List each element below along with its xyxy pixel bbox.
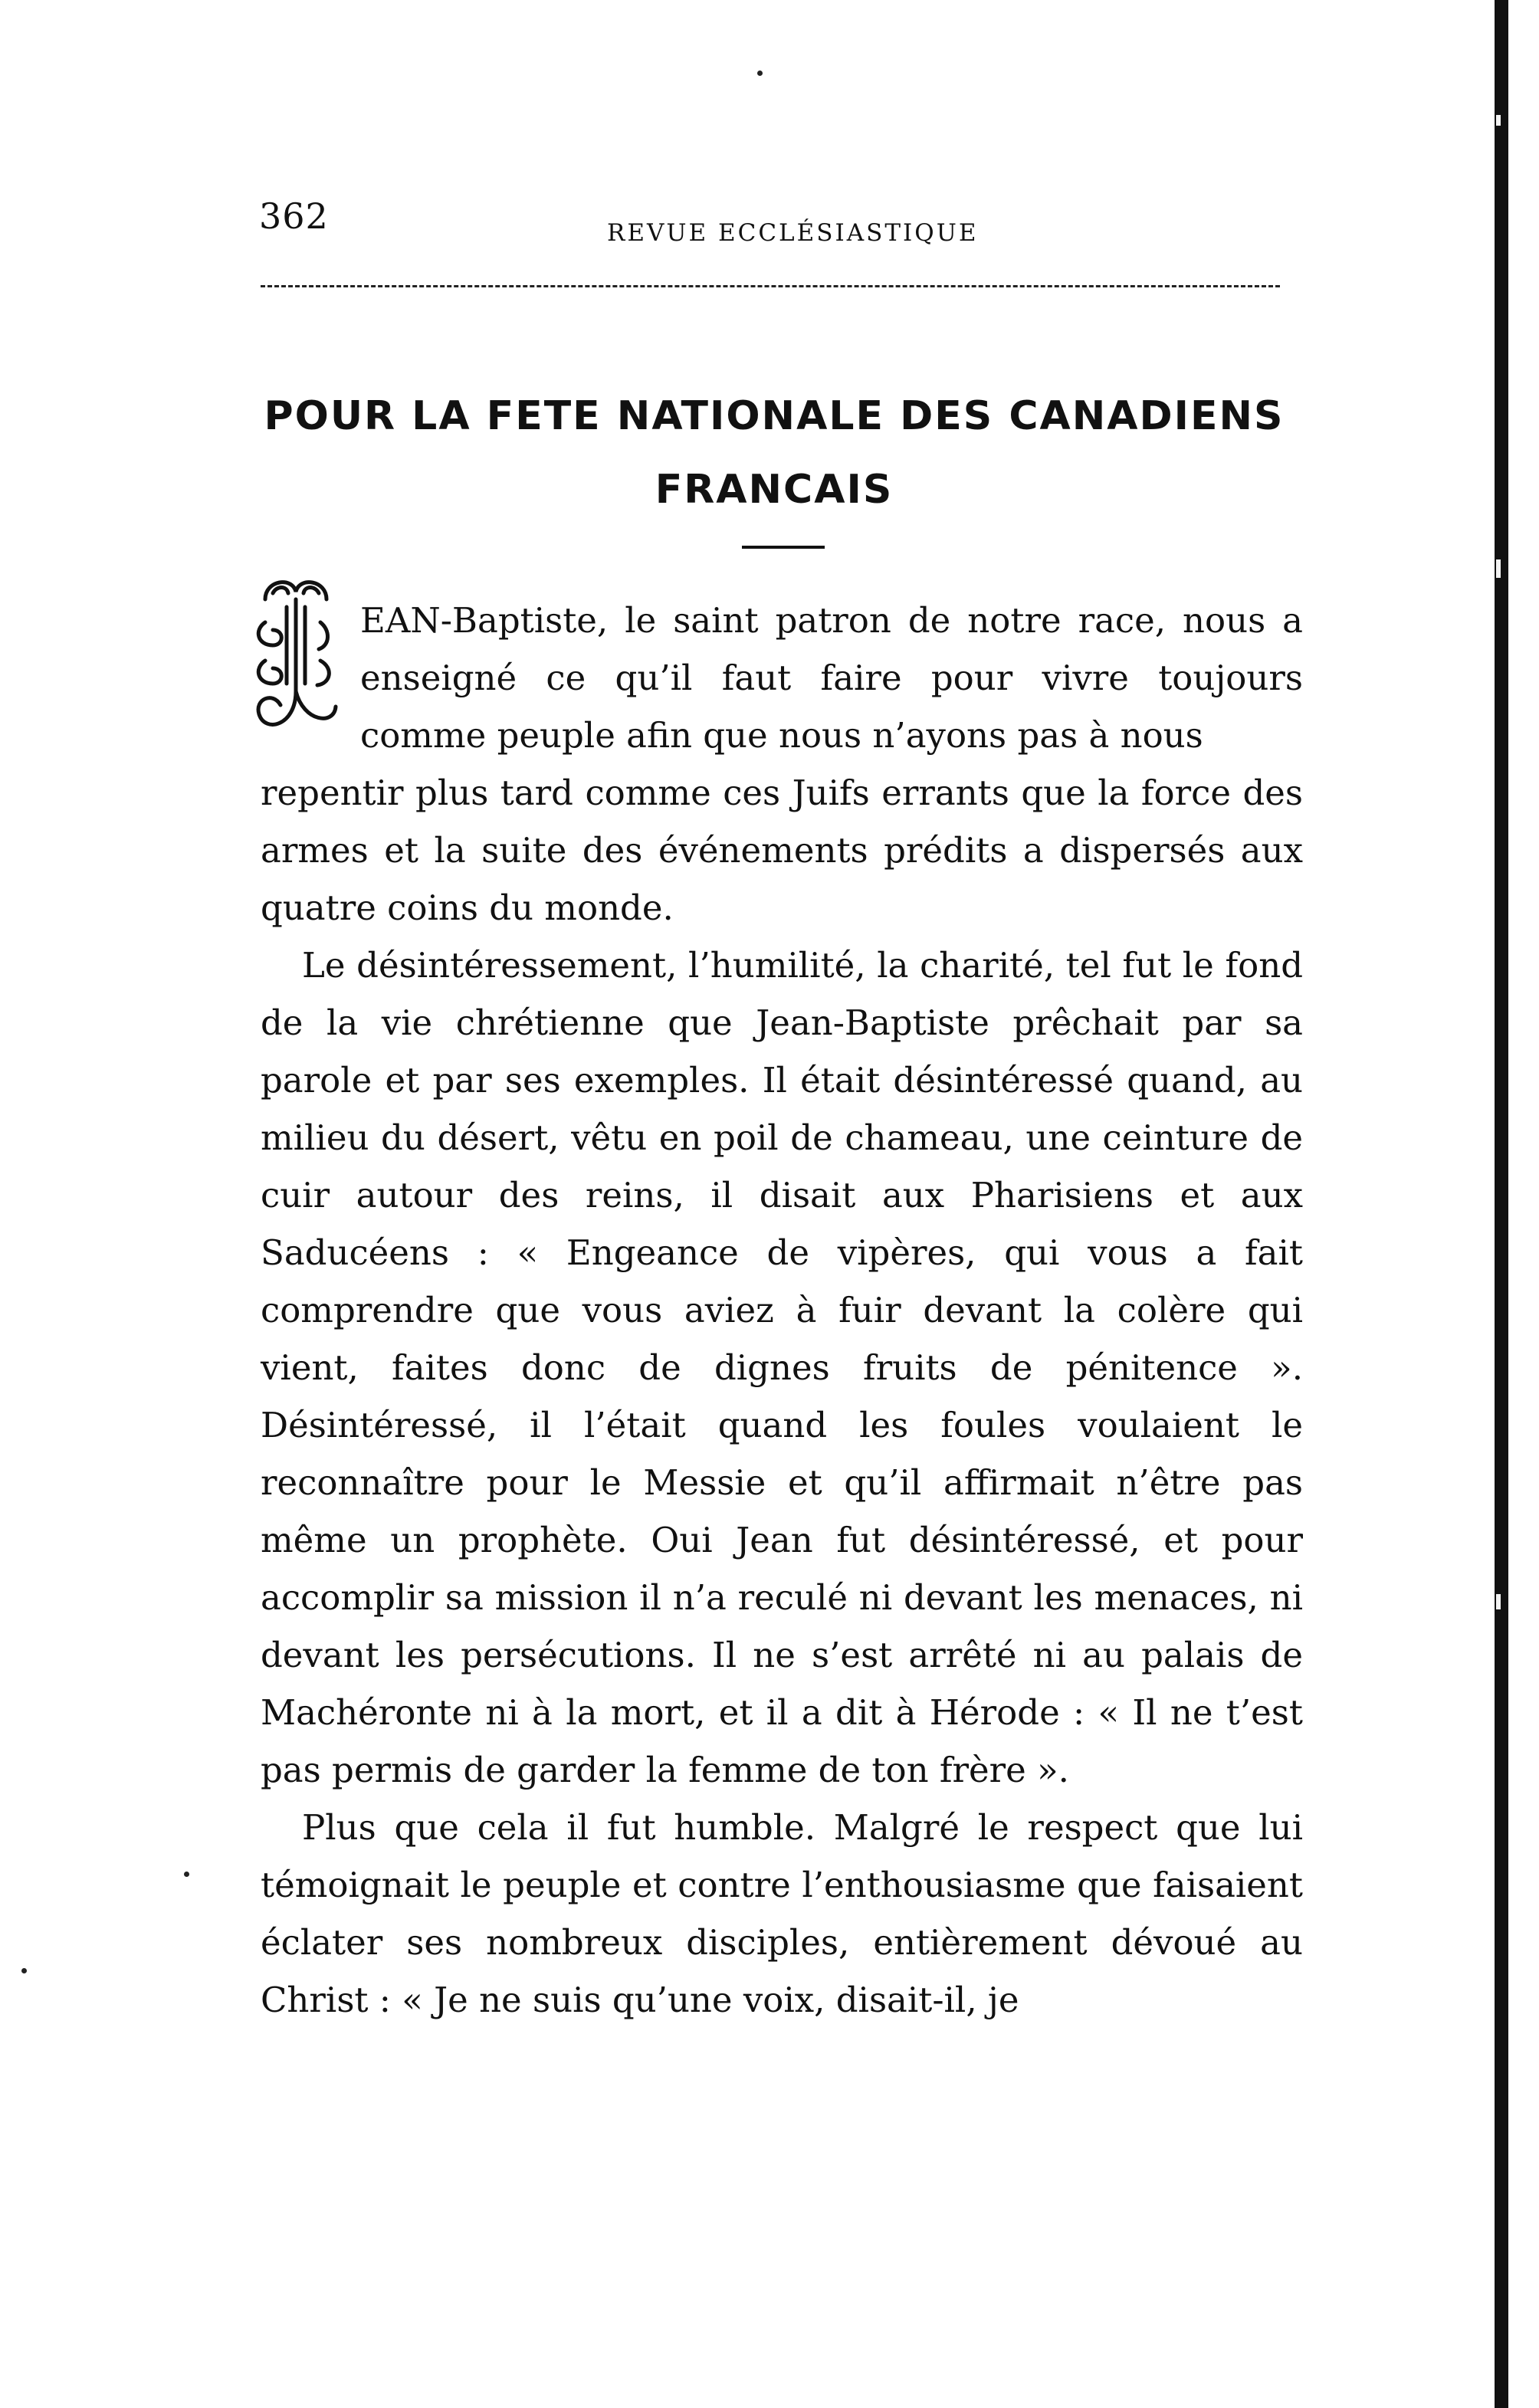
paragraph-1-rest: repentir plus tard comme ces Juifs errants que la force des armes et la suite des événements prédits a dispersés aux quatre coins du monde. [261,773,1303,928]
article-body [261,592,1303,2029]
stray-mark [21,1968,27,1973]
article-title [230,379,1318,527]
running-head: REVUE ECCLÉSIASTIQUE [607,219,979,247]
edge-speck [1496,1594,1501,1609]
page-number: 362 [259,195,329,237]
paragraph-3: Plus que cela il fut humble. Malgré le respect que lui témoignait le peuple et contre l’enthousiasme que faisaient éclater ses nombreux disciples, entièrement dévoué au Christ : « Je ne suis qu’une voix, disait-il, je [261,1807,1303,2020]
paragraph-1-lead: EAN-Baptiste, le saint patron de notre race, nous a enseigné ce qu’il faut faire pour vivre toujours comme peuple afin que nous n’ayons pas à nous [360,600,1303,756]
title-rule [742,546,825,549]
header-rule [261,285,1280,287]
edge-speck [1496,115,1501,126]
paragraph-1 [261,592,1303,937]
page-edge-shadow [1495,0,1508,2408]
article-title-line-2: FRANCAIS [655,467,894,513]
stray-mark [184,1872,189,1877]
stray-mark [757,71,763,76]
article-title-line-1: POUR LA FETE NATIONALE DES CANADIENS [264,393,1285,439]
paragraph-2: Le désintéressement, l’humilité, la charité, tel fut le fond de la vie chrétienne que Jean-Baptiste prêchait par sa parole et par ses exemples. Il était désintéressé quand, au milieu du désert, vêtu en poil de chameau, une ceinture de cuir autour des reins, il disait aux Pharisiens et aux Saducéens : « Engeance de vipères, qui vous a fait comprendre que vous aviez à fuir devant la colère qui vient, faites donc de dignes fruits de pénitence ». Désintéressé, il l’était quand les foules voulaient le reconnaître pour le Messie et qu’il affirmait n’être pas même un prophète. Oui Jean fut désintéressé, et pour accomplir sa mission il n’a reculé ni devant les menaces, ni devant les persécutions. Il ne s’est arrêté ni au palais de Machéronte ni à la mort, et il a dit à Hérode : « Il ne t’est pas permis de garder la femme de ton frère ». [261,945,1303,1790]
edge-speck [1496,559,1501,578]
